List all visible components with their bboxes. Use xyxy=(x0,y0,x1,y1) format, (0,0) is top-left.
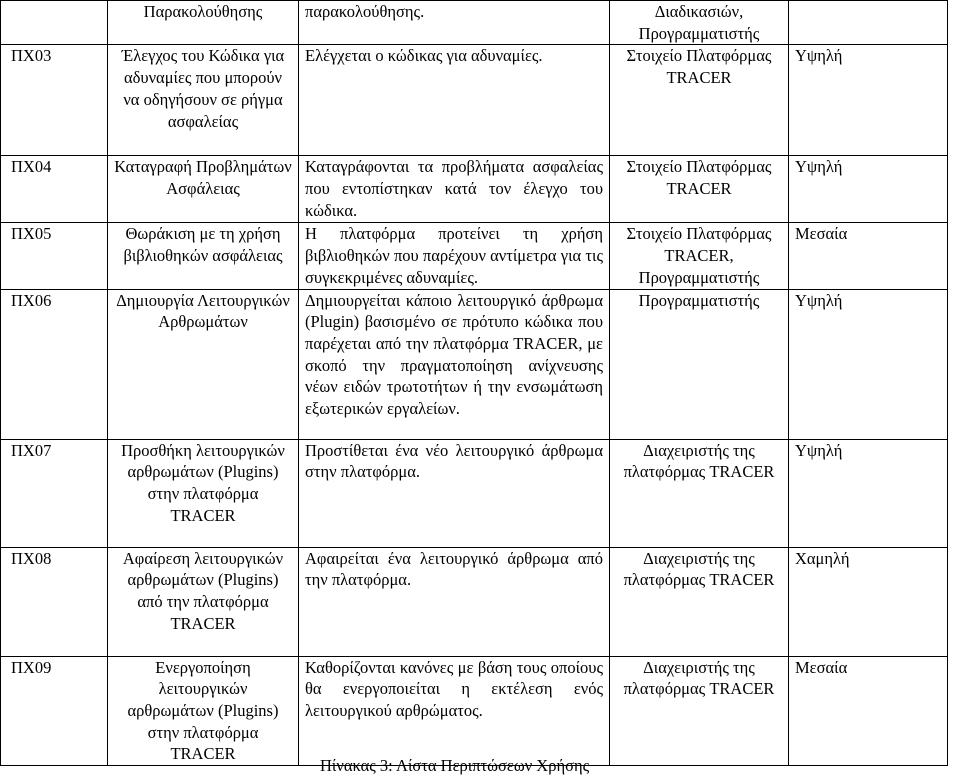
use-case-priority: Μεσαία xyxy=(789,656,948,766)
use-case-actor: Στοιχείο Πλατφόρμας TRACER, Προγραμματιστής xyxy=(610,223,789,289)
use-case-priority: Υψηλή xyxy=(789,45,948,156)
use-case-id: ΠΧ09 xyxy=(1,656,108,766)
use-case-actor: Διαχειριστής της πλατφόρμας TRACER xyxy=(610,439,789,547)
table-row xyxy=(1,656,948,766)
use-case-name: Αφαίρεση λειτουργικών αρθρωμάτων (Plugins) από την πλατφόρμα TRACER xyxy=(108,547,299,656)
table-row xyxy=(1,289,948,439)
use-case-id xyxy=(1,1,108,45)
use-case-actor: Διαχειριστής της πλατφόρμας TRACER xyxy=(610,547,789,656)
use-case-actor: Προγραμματιστής xyxy=(610,289,789,439)
table-row xyxy=(1,547,948,656)
use-case-description: Ελέγχεται ο κώδικας για αδυναμίες. xyxy=(299,45,610,156)
use-case-priority: Υψηλή xyxy=(789,289,948,439)
use-case-description: παρακολούθησης. xyxy=(299,1,610,45)
use-case-description: Καταγράφονται τα προβλήματα ασφαλείας που εντοπίστηκαν κατά τον έλεγχο του κώδικα. xyxy=(299,156,610,223)
use-case-name: Έλεγχος του Κώδικα για αδυναμίες που μπορούν να οδηγήσουν σε ρήγμα ασφαλείας xyxy=(108,45,299,156)
use-case-name: Θωράκιση με τη χρήση βιβλιοθηκών ασφάλειας xyxy=(108,223,299,289)
use-case-description: Η πλατφόρμα προτείνει τη χρήση βιβλιοθηκών που παρέχουν αντίμετρα για τις συγκεκριμένες αδυναμίες. xyxy=(299,223,610,289)
use-case-priority: Υψηλή xyxy=(789,439,948,547)
table-row xyxy=(1,45,948,156)
use-case-id: ΠΧ06 xyxy=(1,289,108,439)
use-case-id: ΠΧ05 xyxy=(1,223,108,289)
use-case-id: ΠΧ08 xyxy=(1,547,108,656)
use-case-priority: Υψηλή xyxy=(789,156,948,223)
use-case-actor: Διαχειριστής της πλατφόρμας TRACER xyxy=(610,656,789,766)
use-case-name: Δημιουργία Λειτουργικών Αρθρωμάτων xyxy=(108,289,299,439)
use-case-actor: Διαδικασιών, Προγραμματιστής xyxy=(610,1,789,45)
table-row xyxy=(1,223,948,289)
use-case-id: ΠΧ03 xyxy=(1,45,108,156)
use-case-priority: Χαμηλή xyxy=(789,547,948,656)
table-caption: Πίνακας 3: Λίστα Περιπτώσεων Χρήσης xyxy=(320,756,590,775)
use-case-description: Αφαιρείται ένα λειτουργικό άρθρωμα από την πλατφόρμα. xyxy=(299,547,610,656)
use-case-description: Καθορίζονται κανόνες με βάση τους οποίους θα ενεργοποιείται η εκτέλεση ενός λειτουργικού αρθρώματος. xyxy=(299,656,610,766)
use-case-priority xyxy=(789,1,948,45)
use-case-name: Παρακολούθησης xyxy=(108,1,299,45)
table-row xyxy=(1,1,948,45)
table-row xyxy=(1,156,948,223)
use-case-actor: Στοιχείο Πλατφόρμας TRACER xyxy=(610,45,789,156)
use-case-name: Καταγραφή Προβλημάτων Ασφάλειας xyxy=(108,156,299,223)
use-case-id: ΠΧ07 xyxy=(1,439,108,547)
use-case-description: Προστίθεται ένα νέο λειτουργικό άρθρωμα στην πλατφόρμα. xyxy=(299,439,610,547)
use-case-priority: Μεσαία xyxy=(789,223,948,289)
use-case-id: ΠΧ04 xyxy=(1,156,108,223)
use-case-name: Ενεργοποίηση λειτουργικών αρθρωμάτων (Plugins) στην πλατφόρμα TRACER xyxy=(108,656,299,766)
use-case-name: Προσθήκη λειτουργικών αρθρωμάτων (Plugins) στην πλατφόρμα TRACER xyxy=(108,439,299,547)
use-case-actor: Στοιχείο Πλατφόρμας TRACER xyxy=(610,156,789,223)
table-row xyxy=(1,439,948,547)
use-case-description: Δημιουργείται κάποιο λειτουργικό άρθρωμα (Plugin) βασισμένο σε πρότυπο κώδικα που παρέχεται από την πλατφόρμα TRACER, με σκοπό την πραγματοποίηση ανίχνευσης νέων ειδών τρωτοτήτων ή την ενσωμάτωση εξωτερικών εργαλείων. xyxy=(299,289,610,439)
